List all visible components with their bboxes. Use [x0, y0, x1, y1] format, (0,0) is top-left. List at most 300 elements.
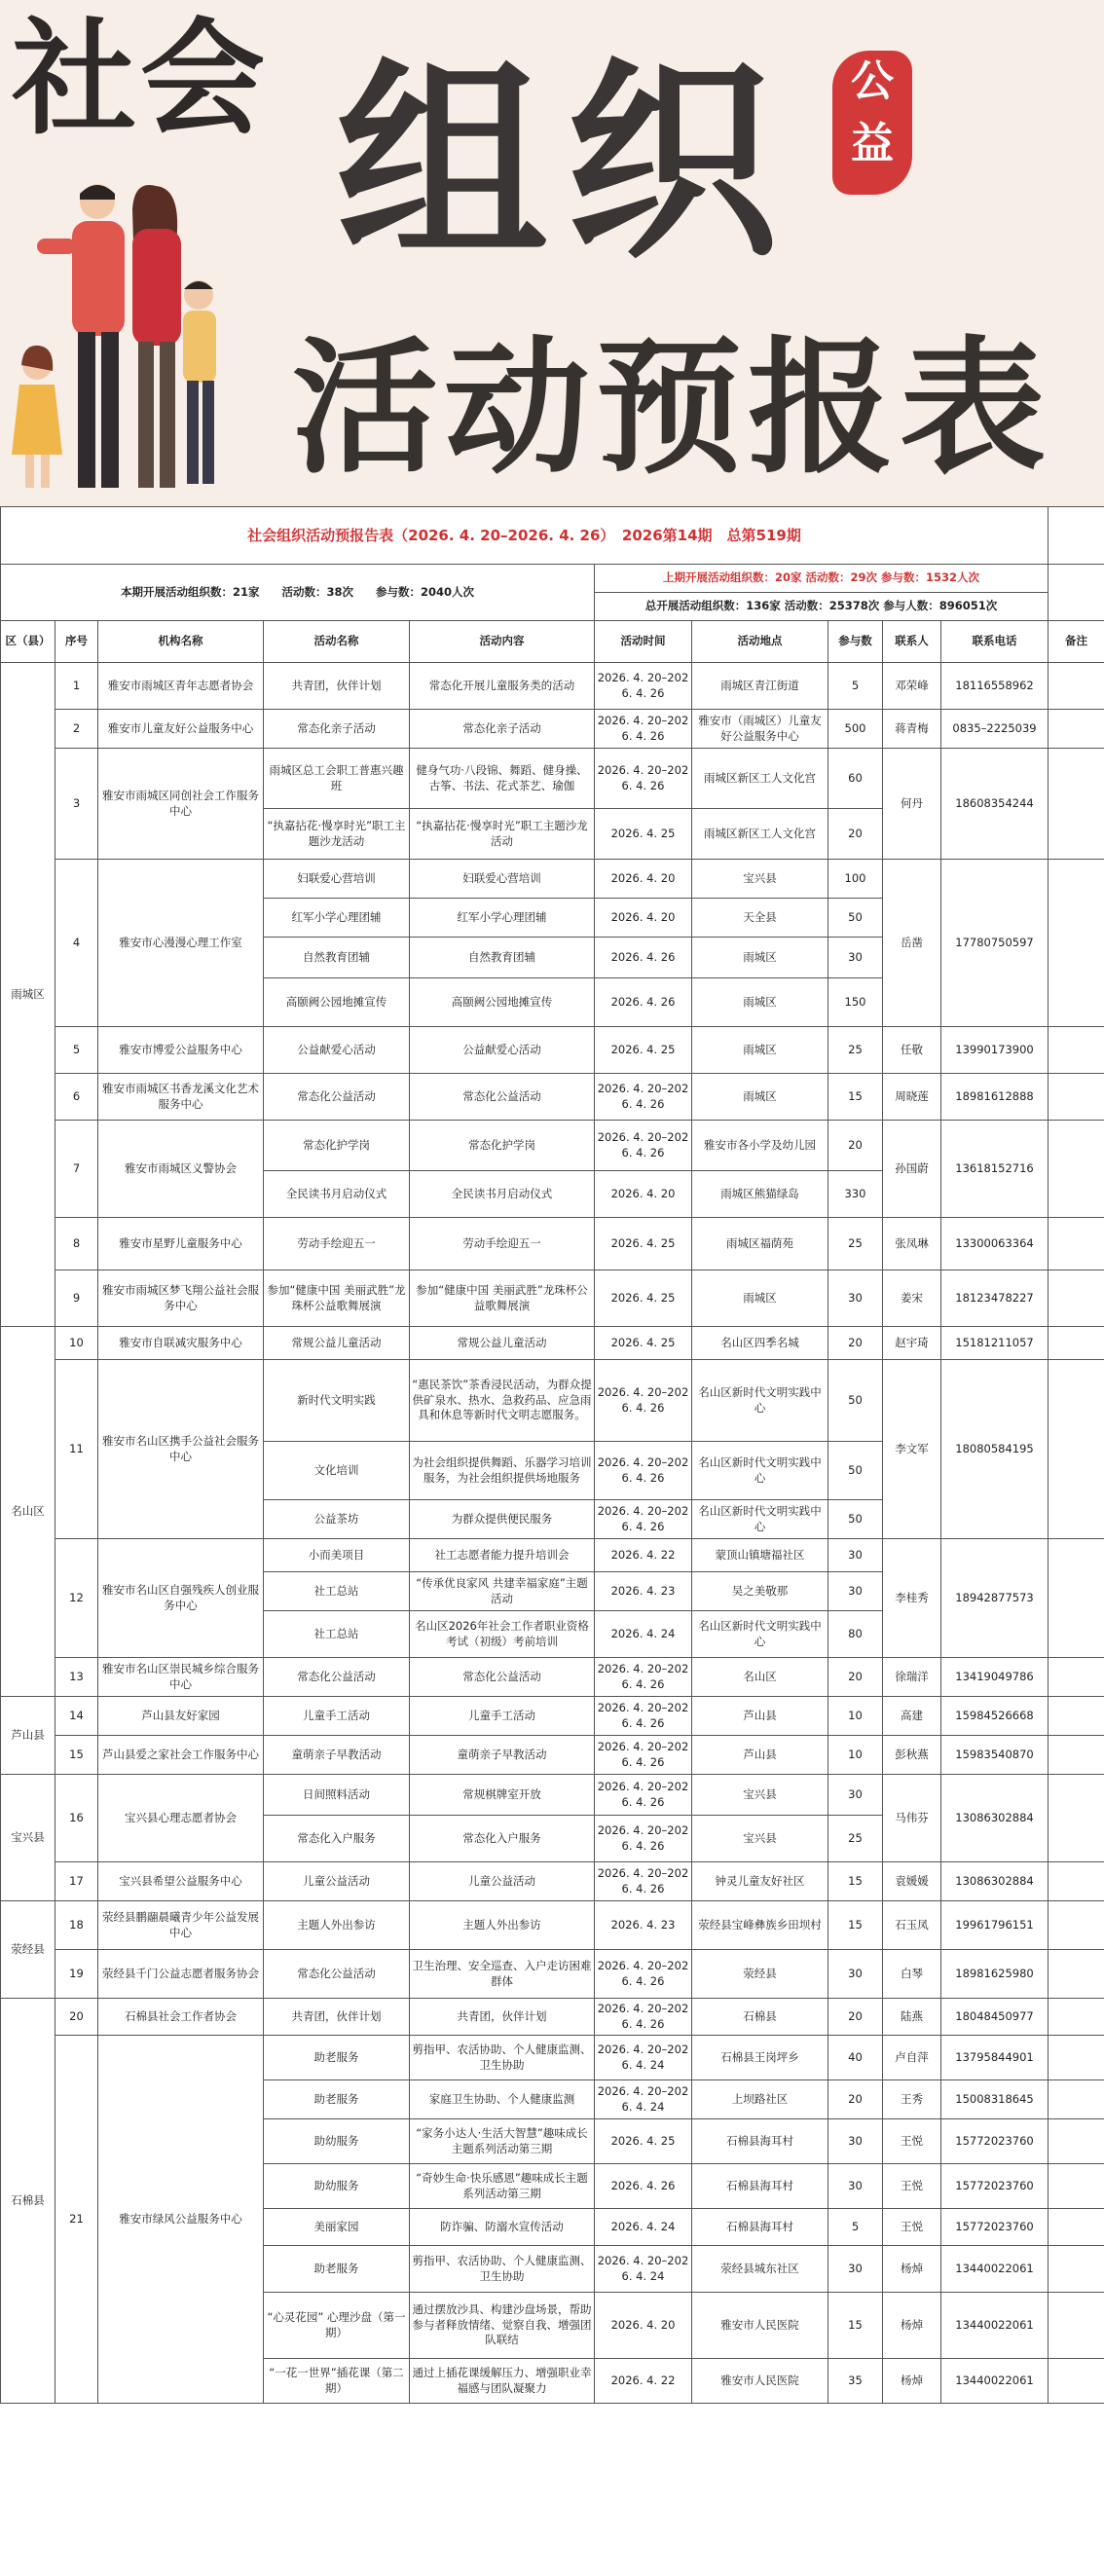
row-remark — [1049, 1074, 1104, 1121]
row-phone: 18123478227 — [941, 1270, 1049, 1327]
district-cell: 芦山县 — [1, 1697, 55, 1775]
row-place: 雨城区 — [692, 1027, 828, 1074]
row-remark — [1049, 2293, 1104, 2359]
table-row — [1, 1270, 1104, 1327]
row-time: 2026. 4. 20–2026. 4. 24 — [595, 2080, 692, 2119]
row-num: 15 — [828, 1901, 883, 1950]
row-remark — [1049, 2119, 1104, 2164]
row-name: 社工总站 — [264, 1611, 410, 1658]
row-remark — [1049, 1862, 1104, 1901]
row-remark — [1049, 1658, 1104, 1697]
row-content: 全民读书月启动仪式 — [410, 1171, 595, 1218]
row-no: 18 — [55, 1901, 98, 1950]
row-content: 劳动手绘迎五一 — [410, 1218, 595, 1270]
row-contact: 李桂秀 — [883, 1539, 941, 1658]
table-row — [1, 710, 1104, 749]
row-time: 2026. 4. 20–2026. 4. 26 — [595, 1736, 692, 1775]
row-content: 健身气功·八段锦、舞蹈、健身操、古筝、书法、花式茶艺、瑜伽 — [410, 749, 595, 809]
row-name: 新时代文明实践 — [264, 1360, 410, 1442]
row-org: 芦山县友好家园 — [98, 1697, 264, 1736]
row-time: 2026. 4. 20–2026. 4. 26 — [595, 1074, 692, 1121]
row-num: 330 — [828, 1171, 883, 1218]
row-name: “一花一世界”插花课（第二期） — [264, 2359, 410, 2404]
row-content: 常规公益儿童活动 — [410, 1327, 595, 1360]
row-num: 100 — [828, 860, 883, 899]
row-no: 13 — [55, 1658, 98, 1697]
row-name: 儿童手工活动 — [264, 1697, 410, 1736]
row-content: “惠民茶饮”茶香浸民活动，为群众提供矿泉水、热水、急救药品、应急雨具和休息等新时代文明志愿服务。 — [410, 1360, 595, 1442]
empty-cell — [1049, 507, 1104, 565]
row-place: 天全县 — [692, 899, 828, 938]
row-place: 石棉县海耳村 — [692, 2119, 828, 2164]
row-content: 通过上插花课缓解压力、增强职业幸福感与团队凝聚力 — [410, 2359, 595, 2404]
row-contact: 马伟芬 — [883, 1775, 941, 1862]
district-cell: 宝兴县 — [1, 1775, 55, 1901]
row-place: 石棉县 — [692, 1999, 828, 2036]
row-remark — [1049, 1950, 1104, 1999]
row-no: 19 — [55, 1950, 98, 1999]
row-remark — [1049, 1697, 1104, 1736]
row-remark — [1049, 1218, 1104, 1270]
row-org: 雅安市博爱公益服务中心 — [98, 1027, 264, 1074]
seal-char-1: 公 — [851, 56, 894, 106]
row-name: 常态化护学岗 — [264, 1121, 410, 1171]
row-phone: 15772023760 — [941, 2209, 1049, 2246]
row-org: 雅安市雨城区书香龙溪文化艺术服务中心 — [98, 1074, 264, 1121]
row-time: 2026. 4. 22 — [595, 2359, 692, 2404]
table-row — [1, 1121, 1104, 1171]
row-num: 25 — [828, 1218, 883, 1270]
header-remark: 备注 — [1049, 621, 1104, 663]
row-content: 剪指甲、农活协助、个人健康监测、卫生协助 — [410, 2036, 595, 2080]
row-contact: 王悦 — [883, 2164, 941, 2209]
row-content: 常态化公益活动 — [410, 1074, 595, 1121]
row-contact: 袁媛媛 — [883, 1862, 941, 1901]
row-org: 宝兴县希望公益服务中心 — [98, 1862, 264, 1901]
row-phone: 19961796151 — [941, 1901, 1049, 1950]
row-phone: 13086302884 — [941, 1775, 1049, 1862]
table-row — [1, 663, 1104, 710]
row-time: 2026. 4. 20–2026. 4. 26 — [595, 1862, 692, 1901]
row-remark — [1049, 749, 1104, 860]
row-remark — [1049, 1360, 1104, 1539]
row-remark — [1049, 710, 1104, 749]
row-name: 常态化公益活动 — [264, 1658, 410, 1697]
row-remark — [1049, 1539, 1104, 1658]
seal-char-2: 益 — [851, 119, 894, 168]
row-place: 石棉县海耳村 — [692, 2164, 828, 2209]
header-place: 活动地点 — [692, 621, 828, 663]
row-time: 2026. 4. 20–2026. 4. 26 — [595, 749, 692, 809]
row-phone: 15181211057 — [941, 1327, 1049, 1360]
table-row — [1, 1697, 1104, 1736]
row-contact: 李文军 — [883, 1360, 941, 1539]
row-contact: 陆燕 — [883, 1999, 941, 2036]
row-num: 40 — [828, 2036, 883, 2080]
table-row — [1, 1074, 1104, 1121]
row-place: 雅安市人民医院 — [692, 2293, 828, 2359]
row-num: 30 — [828, 1950, 883, 1999]
row-content: 童萌亲子早教活动 — [410, 1736, 595, 1775]
row-remark — [1049, 1121, 1104, 1218]
row-num: 50 — [828, 1500, 883, 1539]
row-content: 为社会组织提供舞蹈、乐器学习培训服务，为社会组织提供场地服务 — [410, 1442, 595, 1500]
row-remark — [1049, 663, 1104, 710]
row-content: 公益献爱心活动 — [410, 1027, 595, 1074]
row-phone: 18981625980 — [941, 1950, 1049, 1999]
row-remark — [1049, 1736, 1104, 1775]
row-time: 2026. 4. 20–2026. 4. 26 — [595, 1816, 692, 1862]
row-remark — [1049, 1999, 1104, 2036]
row-org: 雅安市名山区崇民城乡综合服务中心 — [98, 1658, 264, 1697]
row-num: 15 — [828, 1862, 883, 1901]
row-no: 7 — [55, 1121, 98, 1218]
row-name: 助幼服务 — [264, 2119, 410, 2164]
row-remark — [1049, 2080, 1104, 2119]
table-row — [1, 749, 1104, 809]
row-num: 5 — [828, 663, 883, 710]
table-row — [1, 1218, 1104, 1270]
row-remark — [1049, 1901, 1104, 1950]
row-name: 文化培训 — [264, 1442, 410, 1500]
row-phone: 15772023760 — [941, 2164, 1049, 2209]
row-time: 2026. 4. 23 — [595, 1901, 692, 1950]
row-place: 雅安市各小学及幼儿园 — [692, 1121, 828, 1171]
row-content: 参加“健康中国 美丽武胜”龙珠杯公益歌舞展演 — [410, 1270, 595, 1327]
row-content: “执嘉拈花·慢享时光”职工主题沙龙活动 — [410, 809, 595, 860]
row-content: 主题人外出参访 — [410, 1901, 595, 1950]
row-name: 常态化入户服务 — [264, 1816, 410, 1862]
row-contact: 石玉凤 — [883, 1901, 941, 1950]
row-time: 2026. 4. 24 — [595, 1611, 692, 1658]
row-time: 2026. 4. 20 — [595, 1171, 692, 1218]
row-place: 吴之美敬那 — [692, 1572, 828, 1611]
header-org: 机构名称 — [98, 621, 264, 663]
row-contact: 王悦 — [883, 2209, 941, 2246]
row-place: 芦山县 — [692, 1697, 828, 1736]
row-time: 2026. 4. 25 — [595, 1218, 692, 1270]
row-num: 35 — [828, 2359, 883, 2404]
row-phone: 13795844901 — [941, 2036, 1049, 2080]
row-num: 30 — [828, 1270, 883, 1327]
row-phone: 13300063364 — [941, 1218, 1049, 1270]
row-name: 日间照料活动 — [264, 1775, 410, 1816]
row-content: 共青团，伙伴计划 — [410, 1999, 595, 2036]
row-contact: 周晓莲 — [883, 1074, 941, 1121]
row-contact: 蒋青梅 — [883, 710, 941, 749]
table-row — [1, 1775, 1104, 1816]
row-name: 助老服务 — [264, 2080, 410, 2119]
row-place: 名山区 — [692, 1658, 828, 1697]
row-phone: 13440022061 — [941, 2246, 1049, 2293]
summary-total: 总开展活动组织数：136家 活动数：25378次 参与人数：896051次 — [595, 593, 1049, 621]
row-no: 5 — [55, 1027, 98, 1074]
row-time: 2026. 4. 20 — [595, 899, 692, 938]
row-num: 25 — [828, 1816, 883, 1862]
row-place: 名山区新时代文明实践中心 — [692, 1360, 828, 1442]
row-no: 8 — [55, 1218, 98, 1270]
row-place: 雨城区熊猫绿岛 — [692, 1171, 828, 1218]
row-num: 15 — [828, 1074, 883, 1121]
row-name: 全民读书月启动仪式 — [264, 1171, 410, 1218]
row-place: 雨城区福荫苑 — [692, 1218, 828, 1270]
row-no: 21 — [55, 2036, 98, 2404]
row-content: 防诈骗、防溺水宣传活动 — [410, 2209, 595, 2246]
row-contact: 王悦 — [883, 2119, 941, 2164]
row-no: 1 — [55, 663, 98, 710]
row-content: 通过摆放沙具、构建沙盘场景，帮助参与者释放情绪、觉察自我、增强团队联结 — [410, 2293, 595, 2359]
row-no: 11 — [55, 1360, 98, 1539]
row-place: 雨城区新区工人文化宫 — [692, 749, 828, 809]
row-time: 2026. 4. 20–2026. 4. 26 — [595, 1697, 692, 1736]
activity-sheet — [0, 506, 1104, 2576]
row-remark — [1049, 1327, 1104, 1360]
row-place: 芦山县 — [692, 1736, 828, 1775]
row-place: 荥经县 — [692, 1950, 828, 1999]
row-place: 雨城区 — [692, 978, 828, 1027]
row-time: 2026. 4. 20 — [595, 860, 692, 899]
row-content: 常态化公益活动 — [410, 1658, 595, 1697]
district-cell: 荥经县 — [1, 1901, 55, 1999]
row-place: 石棉县王岗坪乡 — [692, 2036, 828, 2080]
row-num: 20 — [828, 1999, 883, 2036]
summary-last: 上期开展活动组织数：20家 活动数：29次 参与数：1532人次 — [595, 565, 1049, 593]
row-phone: 0835–2225039 — [941, 710, 1049, 749]
row-place: 名山区新时代文明实践中心 — [692, 1611, 828, 1658]
row-num: 20 — [828, 2080, 883, 2119]
row-content: 卫生治理、安全巡查、入户走访困难群体 — [410, 1950, 595, 1999]
row-num: 30 — [828, 1775, 883, 1816]
row-time: 2026. 4. 20–2026. 4. 26 — [595, 1121, 692, 1171]
row-contact: 邓荣峰 — [883, 663, 941, 710]
row-time: 2026. 4. 20–2026. 4. 26 — [595, 663, 692, 710]
row-phone: 13440022061 — [941, 2293, 1049, 2359]
row-time: 2026. 4. 25 — [595, 809, 692, 860]
banner-title-line2: 组织 — [336, 41, 795, 287]
row-num: 30 — [828, 938, 883, 978]
row-contact: 孙国蔚 — [883, 1121, 941, 1218]
row-content: 剪指甲、农活协助、个人健康监测、卫生协助 — [410, 2246, 595, 2293]
row-time: 2026. 4. 20–2026. 4. 26 — [595, 710, 692, 749]
row-org: 宝兴县心理志愿者协会 — [98, 1775, 264, 1862]
row-place: 石棉县海耳村 — [692, 2209, 828, 2246]
row-org: 雅安市名山区自强残疾人创业服务中心 — [98, 1539, 264, 1658]
row-name: 红军小学心理团辅 — [264, 899, 410, 938]
header-phone: 联系电话 — [941, 621, 1049, 663]
row-time: 2026. 4. 26 — [595, 938, 692, 978]
row-org: 雅安市雨城区梦飞翔公益社会服务中心 — [98, 1270, 264, 1327]
row-no: 4 — [55, 860, 98, 1027]
row-place: 雨城区 — [692, 1270, 828, 1327]
table-row — [1, 1539, 1104, 1572]
row-content: 为群众提供便民服务 — [410, 1500, 595, 1539]
row-org: 雅安市雨城区同创社会工作服务中心 — [98, 749, 264, 860]
row-name: 劳动手绘迎五一 — [264, 1218, 410, 1270]
row-org: 荥经县鹏翮晨曦青少年公益发展中心 — [98, 1901, 264, 1950]
row-place: 钟灵儿童友好社区 — [692, 1862, 828, 1901]
row-contact: 杨焯 — [883, 2246, 941, 2293]
row-num: 500 — [828, 710, 883, 749]
row-name: 主题人外出参访 — [264, 1901, 410, 1950]
row-no: 9 — [55, 1270, 98, 1327]
row-num: 30 — [828, 1572, 883, 1611]
row-name: 社工总站 — [264, 1572, 410, 1611]
row-name: 公益茶坊 — [264, 1500, 410, 1539]
row-place: 宝兴县 — [692, 860, 828, 899]
row-no: 14 — [55, 1697, 98, 1736]
row-place: 雨城区 — [692, 938, 828, 978]
row-remark — [1049, 1775, 1104, 1862]
row-place: 雨城区青江街道 — [692, 663, 828, 710]
row-content: 常态化护学岗 — [410, 1121, 595, 1171]
row-contact: 高建 — [883, 1697, 941, 1736]
row-num: 25 — [828, 1027, 883, 1074]
banner — [0, 0, 1104, 506]
row-no: 3 — [55, 749, 98, 860]
row-num: 50 — [828, 1442, 883, 1500]
row-content: “传承优良家风 共建幸福家庭”主题活动 — [410, 1572, 595, 1611]
row-content: 社工志愿者能力提升培训会 — [410, 1539, 595, 1572]
row-name: 小而美项目 — [264, 1539, 410, 1572]
family-illustration — [8, 180, 238, 494]
row-phone: 13086302884 — [941, 1862, 1049, 1901]
row-num: 30 — [828, 2246, 883, 2293]
row-phone: 15008318645 — [941, 2080, 1049, 2119]
row-name: 雨城区总工会职工普惠兴趣班 — [264, 749, 410, 809]
row-time: 2026. 4. 20–2026. 4. 26 — [595, 1360, 692, 1442]
row-num: 50 — [828, 899, 883, 938]
row-time: 2026. 4. 25 — [595, 1327, 692, 1360]
row-time: 2026. 4. 20–2026. 4. 26 — [595, 1999, 692, 2036]
sheet-title: 社会组织活动预报告表（2026. 4. 20–2026. 4. 26） 2026第14期 总第519期 — [1, 507, 1049, 565]
district-cell: 名山区 — [1, 1327, 55, 1697]
row-name: 助老服务 — [264, 2036, 410, 2080]
row-phone: 15772023760 — [941, 2119, 1049, 2164]
table-row — [1, 1901, 1104, 1950]
district-cell: 雨城区 — [1, 663, 55, 1327]
row-remark — [1049, 1027, 1104, 1074]
row-phone: 18048450977 — [941, 1999, 1049, 2036]
row-name: 儿童公益活动 — [264, 1862, 410, 1901]
row-time: 2026. 4. 25 — [595, 1270, 692, 1327]
row-content: “奇妙生命·快乐感恩”趣味成长主题系列活动第三期 — [410, 2164, 595, 2209]
row-name: 共青团，伙伴计划 — [264, 1999, 410, 2036]
row-no: 10 — [55, 1327, 98, 1360]
row-contact: 杨焯 — [883, 2359, 941, 2404]
row-time: 2026. 4. 20–2026. 4. 26 — [595, 1950, 692, 1999]
row-content: 家庭卫生协助、个人健康监测 — [410, 2080, 595, 2119]
row-name: 高颐阙公园地摊宣传 — [264, 978, 410, 1027]
row-phone: 13618152716 — [941, 1121, 1049, 1218]
row-name: “心灵花园” 心理沙盘（第一期） — [264, 2293, 410, 2359]
row-place: 蒙顶山镇塘福社区 — [692, 1539, 828, 1572]
row-place: 宝兴县 — [692, 1775, 828, 1816]
row-num: 30 — [828, 2164, 883, 2209]
banner-title-line3: 活动预报表 — [292, 324, 1052, 494]
row-name: 助幼服务 — [264, 2164, 410, 2209]
row-name: 公益献爱心活动 — [264, 1027, 410, 1074]
row-contact: 白琴 — [883, 1950, 941, 1999]
row-no: 20 — [55, 1999, 98, 2036]
row-num: 20 — [828, 1327, 883, 1360]
row-num: 10 — [828, 1736, 883, 1775]
row-content: 常态化亲子活动 — [410, 710, 595, 749]
row-phone: 18116558962 — [941, 663, 1049, 710]
row-content: 儿童公益活动 — [410, 1862, 595, 1901]
row-org: 荥经县千门公益志愿者服务协会 — [98, 1950, 264, 1999]
row-no: 12 — [55, 1539, 98, 1658]
table-row — [1, 1950, 1104, 1999]
row-place: 名山区新时代文明实践中心 — [692, 1442, 828, 1500]
row-name: 常规公益儿童活动 — [264, 1327, 410, 1360]
row-no: 17 — [55, 1862, 98, 1901]
row-org: 芦山县爱之家社会工作服务中心 — [98, 1736, 264, 1775]
charity-seal — [832, 51, 912, 195]
row-num: 30 — [828, 1539, 883, 1572]
row-contact: 赵宇琦 — [883, 1327, 941, 1360]
row-phone: 18942877573 — [941, 1539, 1049, 1658]
header-activity-content: 活动内容 — [410, 621, 595, 663]
row-name: 美丽家园 — [264, 2209, 410, 2246]
row-org: 雅安市雨城区青年志愿者协会 — [98, 663, 264, 710]
row-org: 雅安市名山区携手公益社会服务中心 — [98, 1360, 264, 1539]
row-place: 雅安市人民医院 — [692, 2359, 828, 2404]
row-org: 雅安市星野儿童服务中心 — [98, 1218, 264, 1270]
row-name: “执嘉拈花·慢享时光”职工主题沙龙活动 — [264, 809, 410, 860]
row-time: 2026. 4. 22 — [595, 1539, 692, 1572]
row-contact: 徐瑞洋 — [883, 1658, 941, 1697]
header-district: 区（县） — [1, 621, 55, 663]
row-content: 儿童手工活动 — [410, 1697, 595, 1736]
row-contact: 姜宋 — [883, 1270, 941, 1327]
row-phone: 15983540870 — [941, 1736, 1049, 1775]
row-num: 5 — [828, 2209, 883, 2246]
header-contact: 联系人 — [883, 621, 941, 663]
row-time: 2026. 4. 20–2026. 4. 26 — [595, 1775, 692, 1816]
row-place: 上坝路社区 — [692, 2080, 828, 2119]
row-org: 雅安市自联减灾服务中心 — [98, 1327, 264, 1360]
row-name: 参加“健康中国 美丽武胜”龙珠杯公益歌舞展演 — [264, 1270, 410, 1327]
row-contact: 王秀 — [883, 2080, 941, 2119]
row-phone: 17780750597 — [941, 860, 1049, 1027]
header-participants: 参与数 — [828, 621, 883, 663]
row-place: 名山区新时代文明实践中心 — [692, 1500, 828, 1539]
row-content: 常规棋牌室开放 — [410, 1775, 595, 1816]
row-num: 20 — [828, 1121, 883, 1171]
row-contact: 彭秋燕 — [883, 1736, 941, 1775]
row-time: 2026. 4. 20 — [595, 2293, 692, 2359]
banner-title-line1: 社会 — [12, 7, 270, 152]
row-org: 雅安市儿童友好公益服务中心 — [98, 710, 264, 749]
row-contact: 张凤琳 — [883, 1218, 941, 1270]
row-remark — [1049, 2246, 1104, 2293]
empty-cell — [1049, 565, 1104, 621]
row-contact: 卢自萍 — [883, 2036, 941, 2080]
row-content: 常态化入户服务 — [410, 1816, 595, 1862]
row-name: 常态化公益活动 — [264, 1074, 410, 1121]
row-time: 2026. 4. 26 — [595, 978, 692, 1027]
row-num: 80 — [828, 1611, 883, 1658]
row-time: 2026. 4. 25 — [595, 1027, 692, 1074]
row-content: 妇联爱心营培训 — [410, 860, 595, 899]
table-row — [1, 2036, 1104, 2080]
table-row — [1, 1862, 1104, 1901]
row-time: 2026. 4. 26 — [595, 2164, 692, 2209]
row-phone: 18981612888 — [941, 1074, 1049, 1121]
district-cell: 石棉县 — [1, 1999, 55, 2404]
row-phone: 18080584195 — [941, 1360, 1049, 1539]
row-place: 宝兴县 — [692, 1816, 828, 1862]
